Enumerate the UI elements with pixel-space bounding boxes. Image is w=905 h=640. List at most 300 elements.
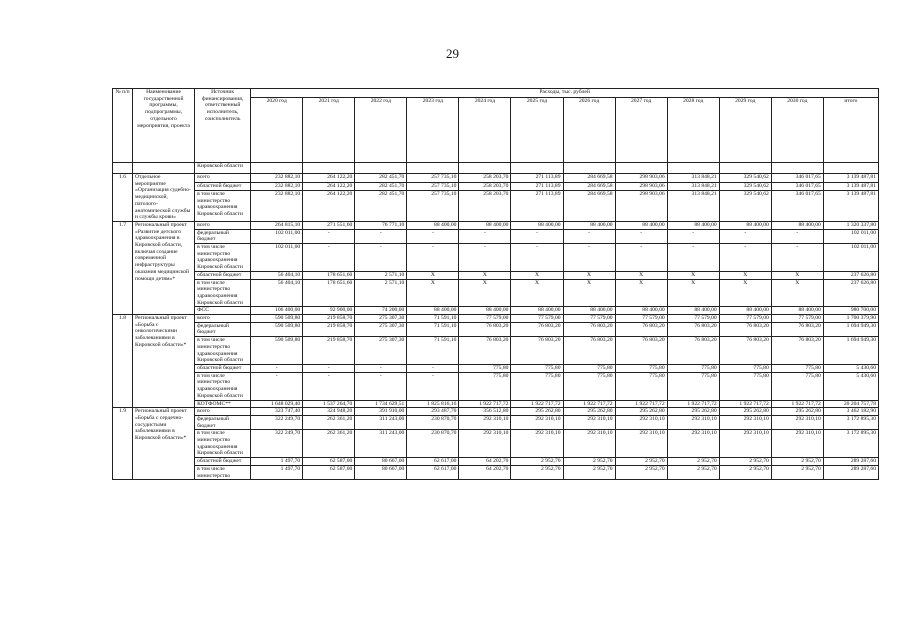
value-cell: 77 579,00 bbox=[771, 315, 823, 323]
header-year: 2020 год bbox=[251, 98, 303, 163]
table-row bbox=[113, 408, 879, 416]
value-cell: 1 922 717,72 bbox=[511, 400, 563, 408]
value-cell: 775,80 bbox=[511, 364, 563, 372]
table-row bbox=[113, 191, 879, 222]
value-cell: 178 651,60 bbox=[303, 271, 355, 279]
value-cell: 2 952,70 bbox=[719, 458, 771, 466]
value-cell: 88 400,00 bbox=[771, 307, 823, 315]
value-cell: 313 848,21 bbox=[667, 182, 719, 191]
item-name: Региональный проект «Борьба с сердечно-сосудистыми заболеваниями в Кировской области»* bbox=[133, 408, 195, 480]
value-cell: 271 113,89 bbox=[511, 174, 563, 183]
value-cell: 1 922 717,72 bbox=[719, 400, 771, 408]
value-cell: 292 310,10 bbox=[667, 415, 719, 429]
value-cell: 1 497,70 bbox=[251, 465, 303, 479]
value-cell: 292 310,10 bbox=[667, 430, 719, 458]
value-cell: 219 858,70 bbox=[303, 315, 355, 323]
value-cell: 237 626,80 bbox=[823, 271, 878, 279]
source-cell: в том числе министерство здравоохранения Кировской области bbox=[195, 279, 251, 307]
value-cell: 64 202,70 bbox=[459, 458, 511, 466]
value-cell: 262 361,20 bbox=[303, 415, 355, 429]
value-cell: 295 262,80 bbox=[667, 408, 719, 416]
table-row bbox=[113, 244, 879, 272]
value-cell: - bbox=[771, 229, 823, 243]
value-cell: 329 540,62 bbox=[719, 191, 771, 222]
value-cell: 295 262,80 bbox=[563, 408, 615, 416]
value-cell: 76 803,20 bbox=[667, 322, 719, 336]
value-cell: 5 430,60 bbox=[823, 364, 878, 372]
value-cell: - bbox=[667, 244, 719, 272]
source-cell: федеральный бюджет bbox=[195, 322, 251, 336]
source-cell: в том числе министерство здравоохранения Кировской области bbox=[195, 191, 251, 222]
value-cell: 1 694 949,30 bbox=[823, 337, 878, 365]
item-number: 1.9 bbox=[113, 408, 133, 480]
value-cell: 298 903,06 bbox=[615, 174, 667, 183]
value-cell: 56 404,10 bbox=[251, 271, 303, 279]
value-cell: 88 400,00 bbox=[667, 307, 719, 315]
value-cell: - bbox=[251, 372, 303, 400]
value-cell: 289 287,60 bbox=[823, 458, 878, 466]
value-cell: - bbox=[303, 372, 355, 400]
value-cell: - bbox=[407, 244, 459, 272]
value-cell: 329 540,62 bbox=[719, 174, 771, 183]
value-cell: 76 803,20 bbox=[563, 337, 615, 365]
value-cell: 106 400,00 bbox=[251, 307, 303, 315]
value-cell: 88 400,00 bbox=[615, 307, 667, 315]
value-cell: 2 952,70 bbox=[667, 458, 719, 466]
value-cell: 775,80 bbox=[563, 364, 615, 372]
value-cell: 275 307,30 bbox=[355, 337, 407, 365]
header-year: 2028 год bbox=[667, 98, 719, 163]
header-year: 2030 год bbox=[771, 98, 823, 163]
header-year: 2025 год bbox=[511, 98, 563, 163]
value-cell: 62 617,00 bbox=[407, 465, 459, 479]
value-cell: 88 400,00 bbox=[667, 221, 719, 229]
value-cell: - bbox=[407, 229, 459, 243]
header-number: № п/п bbox=[113, 89, 133, 163]
value-cell: 1 922 717,72 bbox=[615, 400, 667, 408]
value-cell: 76 803,20 bbox=[563, 322, 615, 336]
table-row bbox=[113, 315, 879, 323]
table-row bbox=[113, 279, 879, 307]
value-cell: 775,80 bbox=[667, 372, 719, 400]
value-cell: 282 451,70 bbox=[355, 191, 407, 222]
value-cell: 295 262,80 bbox=[719, 408, 771, 416]
value-cell: 77 579,00 bbox=[511, 315, 563, 323]
source-cell: федеральный бюджет bbox=[195, 229, 251, 243]
value-cell: 980 700,00 bbox=[823, 307, 878, 315]
value-cell: 271 551,60 bbox=[303, 221, 355, 229]
value-cell: 292 310,10 bbox=[615, 430, 667, 458]
value-cell: 88 400,00 bbox=[459, 221, 511, 229]
source-cell: в том числе министерство здравоохранения Кировской области bbox=[195, 337, 251, 365]
value-cell: 92 900,00 bbox=[303, 307, 355, 315]
value-cell: - bbox=[355, 229, 407, 243]
header-source: Источник финансирования, ответственный исполнитель, соисполнитель bbox=[195, 89, 251, 163]
value-cell: 76 803,20 bbox=[615, 322, 667, 336]
value-cell: 77 579,00 bbox=[667, 315, 719, 323]
value-cell: 2 571,10 bbox=[355, 271, 407, 279]
value-cell: 76 803,20 bbox=[511, 337, 563, 365]
source-cell: всего bbox=[195, 174, 251, 183]
value-cell: 102 011,00 bbox=[251, 244, 303, 272]
item-number: 1.8 bbox=[113, 315, 133, 408]
value-cell: 20 204 757,78 bbox=[823, 400, 878, 408]
value-cell: 88 400,00 bbox=[563, 307, 615, 315]
value-cell: 3 172 895,30 bbox=[823, 430, 878, 458]
value-cell: 2 952,70 bbox=[771, 465, 823, 479]
header-year: 2027 год bbox=[615, 98, 667, 163]
table-row bbox=[113, 465, 879, 479]
value-cell: 292 310,10 bbox=[563, 415, 615, 429]
source-cell: всего bbox=[195, 221, 251, 229]
value-cell: 62 587,00 bbox=[303, 465, 355, 479]
value-cell: 257 735,10 bbox=[407, 191, 459, 222]
value-cell: 77 579,00 bbox=[459, 315, 511, 323]
value-cell: 323 747,40 bbox=[251, 408, 303, 416]
value-cell: 1 734 629,51 bbox=[355, 400, 407, 408]
source-cell: областной бюджет bbox=[195, 458, 251, 466]
page-number: 29 bbox=[446, 46, 459, 61]
value-cell: 257 735,10 bbox=[407, 182, 459, 191]
value-cell: 76 803,20 bbox=[719, 322, 771, 336]
value-cell: 1 922 717,72 bbox=[667, 400, 719, 408]
value-cell: 64 202,70 bbox=[459, 465, 511, 479]
value-cell: 590 509,80 bbox=[251, 315, 303, 323]
value-cell: 292 310,10 bbox=[511, 415, 563, 429]
value-cell: - bbox=[251, 364, 303, 372]
value-cell: 3 139 487,81 bbox=[823, 191, 878, 222]
value-cell: 3 172 895,30 bbox=[823, 415, 878, 429]
value-cell: 76 803,20 bbox=[459, 322, 511, 336]
value-cell: 775,80 bbox=[667, 364, 719, 372]
source-cell: КОТФОМС** bbox=[195, 400, 251, 408]
value-cell: X bbox=[459, 279, 511, 307]
value-cell: 292 310,10 bbox=[615, 415, 667, 429]
value-cell: 264 122,20 bbox=[303, 191, 355, 222]
value-cell: - bbox=[303, 244, 355, 272]
value-cell: 313 848,21 bbox=[667, 174, 719, 183]
header-year: 2024 год bbox=[459, 98, 511, 163]
table-row bbox=[113, 229, 879, 243]
header-name: Наименование государственной программы, подпрограммы, отдельного мероприятия, проекта bbox=[133, 89, 195, 163]
value-cell: 88 400,00 bbox=[511, 221, 563, 229]
table-row bbox=[113, 337, 879, 365]
table-row bbox=[113, 415, 879, 429]
value-cell: 232 882,10 bbox=[251, 191, 303, 222]
table-row bbox=[113, 221, 879, 229]
value-cell: 3 462 182,90 bbox=[823, 408, 878, 416]
value-cell: 258 203,70 bbox=[459, 191, 511, 222]
value-cell: - bbox=[459, 229, 511, 243]
value-cell: 76 803,20 bbox=[771, 337, 823, 365]
value-cell: 264 122,20 bbox=[303, 182, 355, 191]
value-cell: 292 310,10 bbox=[459, 415, 511, 429]
header-year: 2026 год bbox=[563, 98, 615, 163]
value-cell: 311 243,00 bbox=[355, 415, 407, 429]
value-cell: 76 771,10 bbox=[355, 221, 407, 229]
value-cell: X bbox=[511, 279, 563, 307]
value-cell: 284 669,58 bbox=[563, 174, 615, 183]
value-cell: 262 361,20 bbox=[303, 430, 355, 458]
value-cell: 258 203,70 bbox=[459, 182, 511, 191]
value-cell: 74 200,00 bbox=[355, 307, 407, 315]
value-cell: 775,80 bbox=[563, 372, 615, 400]
value-cell: 298 903,06 bbox=[615, 182, 667, 191]
value-cell: 232 882,10 bbox=[251, 174, 303, 183]
value-cell: X bbox=[563, 279, 615, 307]
value-cell: 76 803,20 bbox=[771, 322, 823, 336]
value-cell: X bbox=[667, 279, 719, 307]
value-cell: 237 626,80 bbox=[823, 279, 878, 307]
value-cell: 391 910,00 bbox=[355, 408, 407, 416]
value-cell: 1 497,70 bbox=[251, 458, 303, 466]
value-cell: 71 591,10 bbox=[407, 322, 459, 336]
value-cell: X bbox=[615, 271, 667, 279]
header-year: 2022 год bbox=[355, 98, 407, 163]
value-cell: 298 903,06 bbox=[615, 191, 667, 222]
value-cell: 62 617,00 bbox=[407, 458, 459, 466]
value-cell: 775,80 bbox=[615, 364, 667, 372]
value-cell: 346 017,65 bbox=[771, 182, 823, 191]
value-cell: 2 571,10 bbox=[355, 279, 407, 307]
table-row bbox=[113, 163, 879, 174]
value-cell: 76 803,20 bbox=[511, 322, 563, 336]
value-cell: 275 307,30 bbox=[355, 315, 407, 323]
value-cell: 1 648 029,40 bbox=[251, 400, 303, 408]
value-cell: X bbox=[719, 279, 771, 307]
value-cell: 292 310,10 bbox=[771, 415, 823, 429]
value-cell: 311 243,00 bbox=[355, 430, 407, 458]
value-cell: 102 011,00 bbox=[251, 229, 303, 243]
table-row bbox=[113, 271, 879, 279]
source-cell: всего bbox=[195, 315, 251, 323]
value-cell: 292 310,10 bbox=[719, 415, 771, 429]
value-cell: 775,80 bbox=[771, 364, 823, 372]
value-cell: X bbox=[563, 271, 615, 279]
header-year: 2029 год bbox=[719, 98, 771, 163]
value-cell: 219 858,70 bbox=[303, 322, 355, 336]
value-cell: 219 858,70 bbox=[303, 337, 355, 365]
source-cell: федеральный бюджет bbox=[195, 415, 251, 429]
value-cell: 178 651,60 bbox=[303, 279, 355, 307]
value-cell: 230 870,70 bbox=[407, 430, 459, 458]
value-cell: 264 815,10 bbox=[251, 221, 303, 229]
table-row bbox=[113, 307, 879, 315]
table-row bbox=[113, 182, 879, 191]
value-cell: 284 669,58 bbox=[563, 191, 615, 222]
value-cell: X bbox=[407, 279, 459, 307]
value-cell: - bbox=[563, 244, 615, 272]
value-cell: 271 113,89 bbox=[511, 182, 563, 191]
value-cell: 2 952,70 bbox=[615, 465, 667, 479]
value-cell: X bbox=[407, 271, 459, 279]
value-cell: 775,80 bbox=[771, 372, 823, 400]
value-cell: - bbox=[719, 229, 771, 243]
value-cell: 284 669,58 bbox=[563, 182, 615, 191]
value-cell: 293 487,70 bbox=[407, 408, 459, 416]
value-cell: 88 400,00 bbox=[615, 221, 667, 229]
value-cell: 1 922 717,72 bbox=[771, 400, 823, 408]
value-cell: 257 735,10 bbox=[407, 174, 459, 183]
source-cell: в том числе министерство bbox=[195, 465, 251, 479]
value-cell: - bbox=[355, 244, 407, 272]
value-cell: 88 400,00 bbox=[459, 307, 511, 315]
table-row bbox=[113, 364, 879, 372]
value-cell: 775,80 bbox=[511, 372, 563, 400]
value-cell: 2 952,70 bbox=[667, 465, 719, 479]
header-expenses: Расходы, тыс. рублей bbox=[251, 89, 879, 98]
value-cell: X bbox=[771, 271, 823, 279]
source-cell: областной бюджет bbox=[195, 364, 251, 372]
value-cell: 1 537 264,70 bbox=[303, 400, 355, 408]
item-name: Региональный проект «Борьба с онкологическими заболеваниями в Кировской области»* bbox=[133, 315, 195, 408]
item-number: 1.7 bbox=[113, 221, 133, 314]
header-year: 2021 год bbox=[303, 98, 355, 163]
source-cell: в том числе министерство здравоохранения Кировской области bbox=[195, 372, 251, 400]
value-cell: - bbox=[355, 364, 407, 372]
value-cell: 3 139 487,81 bbox=[823, 174, 878, 183]
value-cell: 590 509,80 bbox=[251, 322, 303, 336]
value-cell: 324 948,20 bbox=[303, 408, 355, 416]
item-name: Региональный проект «Развитие детского здравоохранения в Кировской области, включая создание современной инфраструктуры оказания медицинской помощи детям»* bbox=[133, 221, 195, 314]
value-cell: 292 310,10 bbox=[771, 430, 823, 458]
value-cell: X bbox=[615, 279, 667, 307]
value-cell: 88 400,00 bbox=[771, 221, 823, 229]
value-cell: - bbox=[771, 244, 823, 272]
value-cell: 275 307,30 bbox=[355, 322, 407, 336]
value-cell: 1 694 949,30 bbox=[823, 322, 878, 336]
value-cell: 2 952,70 bbox=[563, 465, 615, 479]
table-row bbox=[113, 458, 879, 466]
value-cell: X bbox=[719, 271, 771, 279]
value-cell: X bbox=[459, 271, 511, 279]
value-cell: 1 922 717,72 bbox=[563, 400, 615, 408]
value-cell: 295 262,80 bbox=[771, 408, 823, 416]
value-cell: - bbox=[407, 364, 459, 372]
table-row bbox=[113, 372, 879, 400]
value-cell: 289 287,60 bbox=[823, 465, 878, 479]
table-row bbox=[113, 400, 879, 408]
source-cell: в том числе министерство здравоохранения Кировской области bbox=[195, 430, 251, 458]
value-cell: 5 430,60 bbox=[823, 372, 878, 400]
budget-table bbox=[112, 88, 879, 480]
value-cell: 775,80 bbox=[615, 372, 667, 400]
value-cell: 1 320 337,80 bbox=[823, 221, 878, 229]
value-cell: X bbox=[667, 271, 719, 279]
value-cell: - bbox=[459, 244, 511, 272]
value-cell: 295 262,80 bbox=[615, 408, 667, 416]
value-cell: 322 249,70 bbox=[251, 430, 303, 458]
value-cell: 322 249,70 bbox=[251, 415, 303, 429]
value-cell: 80 667,00 bbox=[355, 458, 407, 466]
value-cell: 264 122,20 bbox=[303, 174, 355, 183]
value-cell: 775,80 bbox=[459, 372, 511, 400]
value-cell: - bbox=[615, 244, 667, 272]
source-cell: всего bbox=[195, 408, 251, 416]
value-cell: 77 579,00 bbox=[719, 315, 771, 323]
value-cell: 88 400,00 bbox=[719, 221, 771, 229]
budget-table-sheet bbox=[112, 88, 879, 640]
source-cell: областной бюджет bbox=[195, 271, 251, 279]
value-cell: 258 203,70 bbox=[459, 174, 511, 183]
value-cell: 1 825 816,16 bbox=[407, 400, 459, 408]
value-cell: 346 017,65 bbox=[771, 174, 823, 183]
value-cell: 76 803,20 bbox=[459, 337, 511, 365]
value-cell: - bbox=[719, 244, 771, 272]
value-cell: 232 882,10 bbox=[251, 182, 303, 191]
value-cell: 102 011,00 bbox=[823, 244, 878, 272]
value-cell: 2 952,70 bbox=[771, 458, 823, 466]
table-row bbox=[113, 322, 879, 336]
value-cell: 295 262,80 bbox=[511, 408, 563, 416]
header-year: итого bbox=[823, 98, 878, 163]
value-cell: 76 803,20 bbox=[719, 337, 771, 365]
value-cell: 313 848,21 bbox=[667, 191, 719, 222]
value-cell: 80 667,00 bbox=[355, 465, 407, 479]
value-cell: 56 404,10 bbox=[251, 279, 303, 307]
table-body bbox=[113, 163, 879, 480]
table-row bbox=[113, 430, 879, 458]
source-cell: Кировской области bbox=[195, 163, 251, 174]
value-cell: - bbox=[615, 229, 667, 243]
source-cell: в том числе министерство здравоохранения Кировской области bbox=[195, 244, 251, 272]
value-cell: 356 512,80 bbox=[459, 408, 511, 416]
value-cell: - bbox=[303, 229, 355, 243]
value-cell: 71 591,10 bbox=[407, 315, 459, 323]
value-cell: X bbox=[771, 279, 823, 307]
value-cell: - bbox=[303, 364, 355, 372]
value-cell: 292 310,10 bbox=[563, 430, 615, 458]
value-cell: 76 803,20 bbox=[667, 337, 719, 365]
value-cell: 2 952,70 bbox=[511, 458, 563, 466]
value-cell: 88 400,00 bbox=[407, 307, 459, 315]
value-cell: 62 587,00 bbox=[303, 458, 355, 466]
value-cell: 71 591,10 bbox=[407, 337, 459, 365]
value-cell: - bbox=[667, 229, 719, 243]
value-cell: 775,80 bbox=[719, 364, 771, 372]
source-cell: областной бюджет bbox=[195, 182, 251, 191]
value-cell: - bbox=[407, 372, 459, 400]
value-cell: 292 310,10 bbox=[511, 430, 563, 458]
value-cell: - bbox=[563, 229, 615, 243]
value-cell: 775,80 bbox=[459, 364, 511, 372]
value-cell: X bbox=[511, 271, 563, 279]
value-cell: 230 870,70 bbox=[407, 415, 459, 429]
value-cell: 2 952,70 bbox=[719, 465, 771, 479]
value-cell: - bbox=[511, 229, 563, 243]
value-cell: 1 700 379,90 bbox=[823, 315, 878, 323]
value-cell: 1 922 717,72 bbox=[459, 400, 511, 408]
value-cell: 2 952,70 bbox=[563, 458, 615, 466]
value-cell: 282 451,70 bbox=[355, 182, 407, 191]
value-cell: - bbox=[511, 244, 563, 272]
header-year: 2023 год bbox=[407, 98, 459, 163]
item-number: 1.6 bbox=[113, 174, 133, 222]
value-cell: 88 400,00 bbox=[563, 221, 615, 229]
value-cell: 292 310,10 bbox=[459, 430, 511, 458]
value-cell: 77 579,00 bbox=[615, 315, 667, 323]
value-cell: 775,80 bbox=[719, 372, 771, 400]
value-cell: 76 803,20 bbox=[615, 337, 667, 365]
value-cell: 77 579,00 bbox=[563, 315, 615, 323]
value-cell: 3 139 487,81 bbox=[823, 182, 878, 191]
value-cell: 329 540,62 bbox=[719, 182, 771, 191]
value-cell: 102 011,00 bbox=[823, 229, 878, 243]
value-cell: 88 400,00 bbox=[511, 307, 563, 315]
source-cell: ФСС bbox=[195, 307, 251, 315]
value-cell: 88 400,00 bbox=[407, 221, 459, 229]
value-cell: 590 509,80 bbox=[251, 337, 303, 365]
